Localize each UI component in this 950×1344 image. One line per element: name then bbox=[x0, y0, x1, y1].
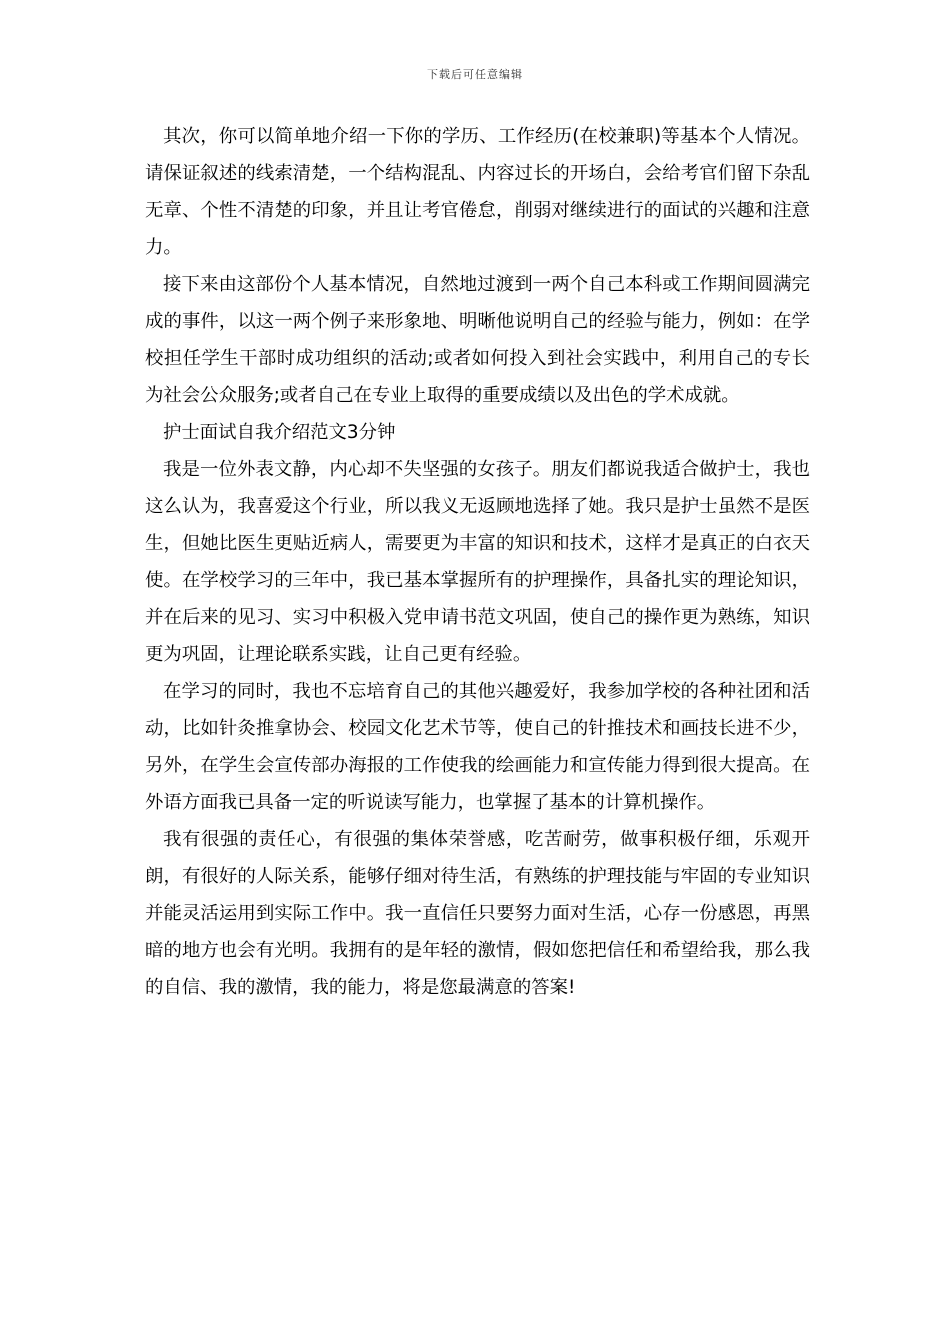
header-note: 下载后可任意编辑 bbox=[427, 68, 523, 81]
paragraph-personality: 我有很强的责任心，有很强的集体荣誉感，吃苦耐劳，做事积极仔细，乐观开朗，有很好的人际关系，能够仔细对待生活，有熟练的护理技能与牢固的专业知识并能灵活运用到实际工作中。我一直信任只要努力面对生活，心存一份感恩，再黑暗的地方也会有光明。我拥有的是年轻的激情，假如您把信任和希望给我，那么我的自信、我的激情，我的能力，将是您最满意的答案! bbox=[145, 829, 810, 998]
paragraph-nurse-self-intro: 我是一位外表文静，内心却不失坚强的女孩子。朋友们都说我适合做护士，我也这么认为，我喜爱这个行业，所以我义无返顾地选择了她。我只是护士虽然不是医生，但她比医生更贴近病人，需要更为丰富的知识和技术，这样才是真正的白衣天使。在学校学习的三年中，我已基本掌握所有的护理操作，具备扎实的理论知识，并在后来的见习、实习中积极入党申请书范文巩固，使自己的操作更为熟练，知识更为巩固，让理论联系实践，让自己更有经验。 bbox=[145, 459, 810, 665]
paragraph-example-events: 接下来由这部份个人基本情况，自然地过渡到一两个自己本科或工作期间圆满完成的事件，以这一两个例子来形象地、明晰他说明自己的经验与能力，例如：在学校担任学生干部时成功组织的活动;或者如何投入到社会实践中，利用自己的专长为社会公众服务;或者自己在专业上取得的重要成绩以及出色的学术成就。 bbox=[145, 274, 810, 406]
paragraph-education-intro: 其次，你可以简单地介绍一下你的学历、工作经历(在校兼职)等基本个人情况。请保证叙述的线索清楚，一个结构混乱、内容过长的开场白，会给考官们留下杂乱无章、个性不清楚的印象，并且让考官倦怠，削弱对继续进行的面试的兴趣和注意力。 bbox=[145, 126, 810, 258]
document-body bbox=[145, 118, 810, 1006]
paragraph-hobbies: 在学习的同时，我也不忘培育自己的其他兴趣爱好，我参加学校的各种社团和活动，比如针灸推拿协会、校园文化艺术节等，使自己的针推技术和画技长进不少，另外，在学生会宣传部办海报的工作使我的绘画能力和宣传能力得到很大提高。在外语方面我已具备一定的听说读写能力，也掌握了基本的计算机操作。 bbox=[145, 681, 810, 813]
section-heading: 护士面试自我介绍范文3分钟 bbox=[163, 422, 396, 443]
